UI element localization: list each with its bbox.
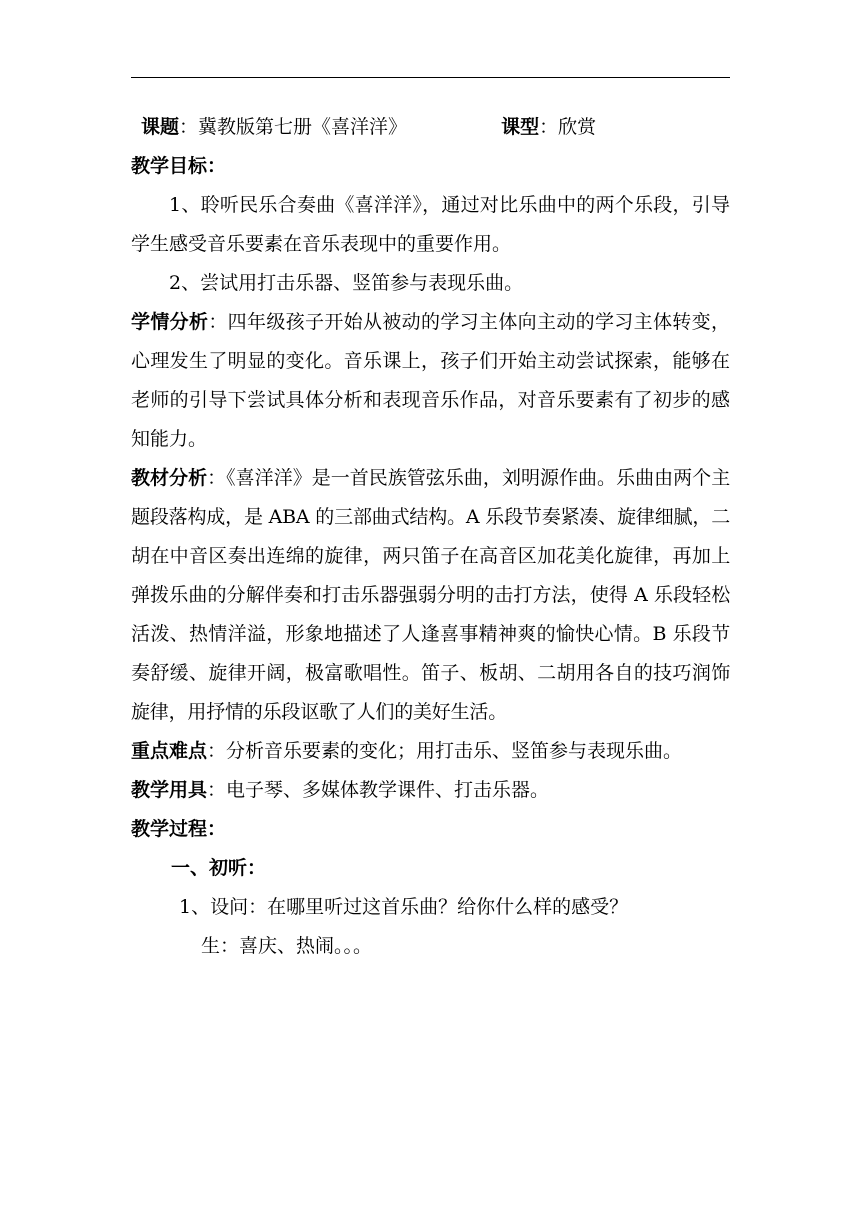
- student-analysis-label: 学情分析: [131, 311, 209, 333]
- material-analysis-label: 教材分析: [131, 467, 208, 489]
- material-analysis-text: 《喜洋洋》是一首民族管弦乐曲，刘明源作曲。乐曲由两个主题段落构成，是 ABA 的三部曲式结构。A 乐段节奏紧凑、旋律细腻，二胡在中音区奏出连绵的旋律，两只笛子在高音区加花美化旋律，再加上弹拨乐曲的分解伴奏和打击乐器强弱分明的击打方法，使得 A 乐段轻松活泼、热情洋溢，形象地描述了人逢喜事精神爽的愉快心情。B 乐段节奏舒缓、旋律开阔，极富歌唱性。笛子、板胡、二胡用各自的技巧润饰旋律，用抒情的乐段讴歌了人们的美好生活。: [131, 467, 730, 723]
- lesson-plan-body: [131, 108, 730, 966]
- header-rule: [131, 77, 730, 78]
- objective-item-1: 1、聆听民乐合奏曲《喜洋洋》，通过对比乐曲中的两个乐段，引导学生感受音乐要素在音乐表现中的重要作用。: [131, 194, 730, 255]
- lesson-header: [131, 108, 730, 147]
- process-step-1: 1、设问：在哪里听过这首乐曲？给你什么样的感受？: [179, 896, 629, 918]
- student-analysis-text: 四年级孩子开始从被动的学习主体向主动的学习主体转变，心理发生了明显的变化。音乐课上，孩子们开始主动尝试探索，能够在老师的引导下尝试具体分析和表现音乐作品，对音乐要素有了初步的感知能力。: [131, 311, 730, 450]
- teaching-tools-label: 教学用具: [131, 779, 208, 801]
- process-answer-1: 生：喜庆、热闹。。。: [201, 935, 373, 957]
- topic-colon: ：: [179, 116, 199, 138]
- topic-value: 冀教版第七册《喜洋洋》: [198, 116, 408, 138]
- key-points-text: 分析音乐要素的变化；用打击乐、竖笛参与表现乐曲。: [226, 740, 683, 762]
- process-heading: 教学过程：: [131, 818, 227, 840]
- type-label: 课型: [501, 116, 540, 138]
- objective-item-2: 2、尝试用打击乐器、竖笛参与表现乐曲。: [169, 272, 524, 294]
- objectives-heading: 教学目标：: [131, 155, 227, 177]
- teaching-tools: 教学用具：电子琴、多媒体教学课件、打击乐器。: [131, 779, 550, 801]
- type-colon: ：: [539, 116, 559, 138]
- material-analysis: 教材分析：《喜洋洋》是一首民族管弦乐曲，刘明源作曲。乐曲由两个主题段落构成，是 ABA 的三部曲式结构。A 乐段节奏紧凑、旋律细腻，二胡在中音区奏出连绵的旋律，两只笛子在高音区加花美化旋律，再加上弹拨乐曲的分解伴奏和打击乐器强弱分明的击打方法，使得 A 乐段轻松活泼、热情洋溢，形象地描述了人逢喜事精神爽的愉快心情。B 乐段节奏舒缓、旋律开阔，极富歌唱性。笛子、板胡、二胡用各自的技巧润饰旋律，用抒情的乐段讴歌了人们的美好生活。: [131, 467, 730, 723]
- topic-label: 课题: [141, 116, 180, 138]
- student-analysis: 学情分析：四年级孩子开始从被动的学习主体向主动的学习主体转变，心理发生了明显的变化。音乐课上，孩子们开始主动尝试探索，能够在老师的引导下尝试具体分析和表现音乐作品，对音乐要素有了初步的感知能力。: [131, 311, 730, 450]
- key-points: 重点难点：分析音乐要素的变化；用打击乐、竖笛参与表现乐曲。: [131, 740, 683, 762]
- teaching-tools-text: 电子琴、多媒体教学课件、打击乐器。: [226, 779, 550, 801]
- type-value: 欣赏: [558, 116, 597, 138]
- process-section-1: 一、初听：: [171, 857, 267, 879]
- key-points-label: 重点难点: [131, 740, 208, 762]
